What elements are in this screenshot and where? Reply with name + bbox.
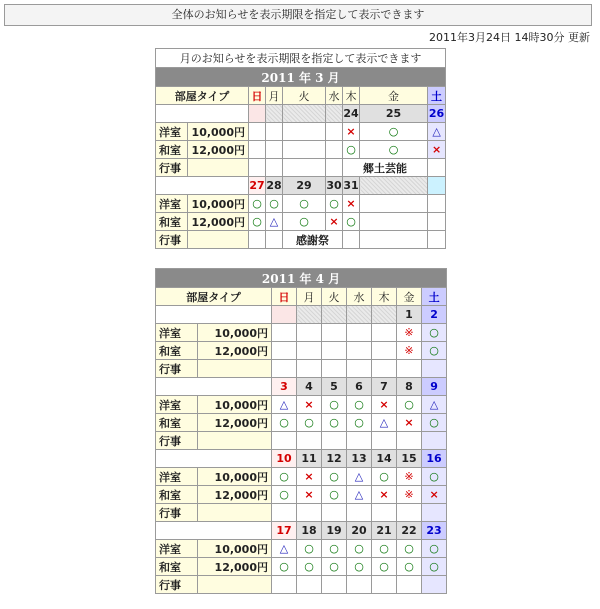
date-cell: 12 bbox=[322, 450, 347, 468]
availability-cell[interactable]: △ bbox=[372, 414, 397, 432]
availability-cell[interactable]: × bbox=[372, 396, 397, 414]
room-label: 洋室 bbox=[156, 540, 198, 558]
date-cell: 16 bbox=[422, 450, 447, 468]
availability-cell[interactable] bbox=[372, 342, 397, 360]
availability-cell[interactable]: ※ bbox=[397, 324, 422, 342]
availability-cell[interactable]: ○ bbox=[297, 558, 322, 576]
availability-cell[interactable]: ○ bbox=[422, 342, 447, 360]
room-price: 10,000円 bbox=[198, 396, 272, 414]
date-empty bbox=[326, 105, 343, 123]
availability-cell[interactable] bbox=[326, 141, 343, 159]
room-price: 12,000円 bbox=[188, 213, 249, 231]
date-cell: 24 bbox=[343, 105, 360, 123]
room-label: 和室 bbox=[156, 414, 198, 432]
date-empty bbox=[360, 177, 428, 195]
availability-cell[interactable]: × bbox=[297, 486, 322, 504]
date-cell: 21 bbox=[372, 522, 397, 540]
date-cell: 28 bbox=[266, 177, 283, 195]
room-row-japanese bbox=[156, 486, 447, 504]
date-cell: 11 bbox=[297, 450, 322, 468]
availability-cell[interactable]: ○ bbox=[322, 468, 347, 486]
availability-cell[interactable]: ○ bbox=[272, 486, 297, 504]
room-type-header: 部屋タイプ bbox=[156, 288, 272, 306]
room-label: 洋室 bbox=[156, 123, 188, 141]
room-price: 10,000円 bbox=[198, 468, 272, 486]
room-price: 12,000円 bbox=[198, 486, 272, 504]
date-cell: 10 bbox=[272, 450, 297, 468]
availability-cell[interactable]: × bbox=[397, 414, 422, 432]
last-updated: 2011年3月24日 14時30分 更新 bbox=[429, 31, 590, 44]
event-label: 行事 bbox=[156, 159, 188, 177]
date-empty bbox=[428, 177, 446, 195]
availability-cell[interactable]: ○ bbox=[297, 414, 322, 432]
date-empty bbox=[283, 105, 326, 123]
event-row bbox=[156, 159, 446, 177]
weekday-thu: 木 bbox=[372, 288, 397, 306]
availability-cell[interactable] bbox=[372, 324, 397, 342]
event-row bbox=[156, 432, 447, 450]
availability-cell[interactable] bbox=[266, 123, 283, 141]
availability-cell[interactable]: ○ bbox=[249, 213, 266, 231]
weekday-row bbox=[156, 288, 447, 306]
date-empty bbox=[347, 306, 372, 324]
date-cell: 19 bbox=[322, 522, 347, 540]
weekday-sat: 土 bbox=[428, 87, 446, 105]
date-cell: 14 bbox=[372, 450, 397, 468]
availability-cell[interactable]: ○ bbox=[272, 414, 297, 432]
availability-cell[interactable] bbox=[428, 213, 446, 231]
availability-cell[interactable] bbox=[360, 213, 428, 231]
availability-cell[interactable]: ○ bbox=[322, 540, 347, 558]
availability-cell[interactable]: × bbox=[297, 396, 322, 414]
availability-cell[interactable]: △ bbox=[428, 123, 446, 141]
date-cell: 2 bbox=[422, 306, 447, 324]
weekday-fri: 金 bbox=[360, 87, 428, 105]
availability-cell[interactable]: ○ bbox=[322, 486, 347, 504]
availability-cell[interactable]: ○ bbox=[372, 468, 397, 486]
room-row-western bbox=[156, 468, 447, 486]
date-row bbox=[156, 450, 447, 468]
availability-cell[interactable]: ○ bbox=[322, 414, 347, 432]
availability-cell[interactable] bbox=[322, 324, 347, 342]
availability-cell[interactable]: △ bbox=[347, 486, 372, 504]
availability-cell[interactable]: × bbox=[343, 195, 360, 213]
availability-cell[interactable]: ○ bbox=[347, 558, 372, 576]
weekday-sun: 日 bbox=[249, 87, 266, 105]
room-row-western bbox=[156, 324, 447, 342]
weekday-tue: 火 bbox=[283, 87, 326, 105]
availability-cell[interactable]: ○ bbox=[249, 195, 266, 213]
month-notice: 月のお知らせを表示期限を指定して表示できます bbox=[156, 49, 446, 68]
availability-cell[interactable] bbox=[428, 195, 446, 213]
availability-cell[interactable]: ○ bbox=[266, 195, 283, 213]
event-label: 行事 bbox=[156, 576, 198, 594]
date-cell: 25 bbox=[360, 105, 428, 123]
availability-cell[interactable]: ○ bbox=[372, 540, 397, 558]
date-cell: 4 bbox=[297, 378, 322, 396]
availability-cell[interactable]: △ bbox=[266, 213, 283, 231]
date-row bbox=[156, 522, 447, 540]
availability-cell[interactable] bbox=[297, 342, 322, 360]
room-row-japanese bbox=[156, 213, 446, 231]
room-row-western bbox=[156, 540, 447, 558]
room-price: 10,000円 bbox=[188, 195, 249, 213]
date-row-label bbox=[156, 522, 272, 540]
availability-cell[interactable]: × bbox=[297, 468, 322, 486]
date-row-label bbox=[156, 378, 272, 396]
availability-cell[interactable]: △ bbox=[272, 540, 297, 558]
room-row-japanese bbox=[156, 414, 447, 432]
weekday-sat: 土 bbox=[422, 288, 447, 306]
availability-cell[interactable]: × bbox=[326, 213, 343, 231]
date-cell: 18 bbox=[297, 522, 322, 540]
availability-cell[interactable]: ○ bbox=[422, 468, 447, 486]
availability-cell[interactable]: × bbox=[372, 486, 397, 504]
date-empty bbox=[372, 306, 397, 324]
event-row bbox=[156, 231, 446, 249]
calendar-march bbox=[155, 48, 446, 249]
room-price: 12,000円 bbox=[198, 342, 272, 360]
availability-cell[interactable] bbox=[249, 123, 266, 141]
global-notice-banner: 全体のお知らせを表示期限を指定して表示できます bbox=[4, 4, 592, 26]
room-label: 和室 bbox=[156, 486, 198, 504]
availability-cell[interactable]: ○ bbox=[343, 213, 360, 231]
date-row bbox=[156, 105, 446, 123]
availability-cell[interactable]: × bbox=[428, 141, 446, 159]
event-label: 行事 bbox=[156, 360, 198, 378]
event-row bbox=[156, 576, 447, 594]
room-row-japanese bbox=[156, 141, 446, 159]
availability-cell[interactable] bbox=[347, 324, 372, 342]
date-cell: 29 bbox=[283, 177, 326, 195]
date-cell: 9 bbox=[422, 378, 447, 396]
room-price: 12,000円 bbox=[198, 414, 272, 432]
room-row-western bbox=[156, 396, 447, 414]
availability-cell[interactable]: ○ bbox=[397, 396, 422, 414]
availability-cell[interactable]: △ bbox=[347, 468, 372, 486]
availability-cell[interactable]: ※ bbox=[397, 486, 422, 504]
availability-cell[interactable] bbox=[360, 195, 428, 213]
date-cell: 30 bbox=[326, 177, 343, 195]
availability-cell[interactable]: ○ bbox=[422, 414, 447, 432]
room-price: 10,000円 bbox=[188, 123, 249, 141]
date-cell: 20 bbox=[347, 522, 372, 540]
availability-cell[interactable]: ○ bbox=[322, 558, 347, 576]
availability-cell[interactable]: ○ bbox=[343, 141, 360, 159]
availability-cell[interactable]: ○ bbox=[283, 213, 326, 231]
availability-cell[interactable] bbox=[249, 141, 266, 159]
availability-cell[interactable]: ○ bbox=[272, 468, 297, 486]
month-header: 2011 年 3 月 bbox=[156, 68, 446, 87]
availability-cell[interactable]: ※ bbox=[397, 468, 422, 486]
event-name: 郷土芸能 bbox=[343, 159, 428, 177]
availability-cell[interactable]: ○ bbox=[322, 396, 347, 414]
room-price: 10,000円 bbox=[198, 540, 272, 558]
availability-cell[interactable] bbox=[297, 324, 322, 342]
room-label: 洋室 bbox=[156, 324, 198, 342]
date-cell: 15 bbox=[397, 450, 422, 468]
date-cell: 8 bbox=[397, 378, 422, 396]
availability-cell[interactable] bbox=[272, 324, 297, 342]
date-cell: 7 bbox=[372, 378, 397, 396]
room-label: 洋室 bbox=[156, 396, 198, 414]
availability-cell[interactable]: ○ bbox=[347, 396, 372, 414]
availability-cell[interactable]: ○ bbox=[360, 141, 428, 159]
date-empty bbox=[322, 306, 347, 324]
room-row-japanese bbox=[156, 342, 447, 360]
month-header: 2011 年 4 月 bbox=[156, 269, 447, 288]
room-row-japanese bbox=[156, 558, 447, 576]
availability-cell[interactable] bbox=[283, 123, 326, 141]
event-label: 行事 bbox=[156, 504, 198, 522]
date-row-label bbox=[156, 105, 249, 123]
availability-cell[interactable] bbox=[326, 123, 343, 141]
availability-cell[interactable]: ○ bbox=[297, 540, 322, 558]
date-cell: 26 bbox=[428, 105, 446, 123]
date-cell: 22 bbox=[397, 522, 422, 540]
room-label: 和室 bbox=[156, 213, 188, 231]
room-price: 10,000円 bbox=[198, 324, 272, 342]
date-row bbox=[156, 306, 447, 324]
room-label: 洋室 bbox=[156, 468, 198, 486]
date-row-label bbox=[156, 450, 272, 468]
weekday-thu: 木 bbox=[343, 87, 360, 105]
event-label: 行事 bbox=[156, 231, 188, 249]
availability-cell[interactable]: ○ bbox=[326, 195, 343, 213]
room-label: 和室 bbox=[156, 141, 188, 159]
availability-cell[interactable]: ○ bbox=[397, 558, 422, 576]
date-cell: 5 bbox=[322, 378, 347, 396]
date-row-label bbox=[156, 306, 272, 324]
date-cell: 23 bbox=[422, 522, 447, 540]
date-row bbox=[156, 177, 446, 195]
event-name: 感謝祭 bbox=[283, 231, 343, 249]
weekday-sun: 日 bbox=[272, 288, 297, 306]
date-cell: 31 bbox=[343, 177, 360, 195]
room-label: 洋室 bbox=[156, 195, 188, 213]
room-type-header: 部屋タイプ bbox=[156, 87, 249, 105]
availability-cell[interactable]: ○ bbox=[372, 558, 397, 576]
availability-cell[interactable]: ○ bbox=[272, 558, 297, 576]
availability-cell[interactable]: ○ bbox=[283, 195, 326, 213]
date-empty bbox=[297, 306, 322, 324]
room-price: 12,000円 bbox=[188, 141, 249, 159]
weekday-wed: 水 bbox=[347, 288, 372, 306]
availability-cell[interactable]: ※ bbox=[397, 342, 422, 360]
availability-cell[interactable] bbox=[322, 342, 347, 360]
calendar-april bbox=[155, 268, 447, 594]
date-row-label bbox=[156, 177, 249, 195]
date-cell: 6 bbox=[347, 378, 372, 396]
date-cell: 1 bbox=[397, 306, 422, 324]
weekday-fri: 金 bbox=[397, 288, 422, 306]
room-price: 12,000円 bbox=[198, 558, 272, 576]
availability-cell[interactable]: ○ bbox=[347, 414, 372, 432]
event-row bbox=[156, 360, 447, 378]
availability-cell[interactable] bbox=[347, 342, 372, 360]
availability-cell[interactable]: ○ bbox=[347, 540, 372, 558]
availability-cell[interactable]: ○ bbox=[360, 123, 428, 141]
room-label: 和室 bbox=[156, 558, 198, 576]
date-empty bbox=[249, 105, 266, 123]
availability-cell[interactable]: △ bbox=[422, 396, 447, 414]
room-label: 和室 bbox=[156, 342, 198, 360]
availability-cell[interactable] bbox=[266, 141, 283, 159]
availability-cell[interactable]: ○ bbox=[397, 540, 422, 558]
availability-cell[interactable]: ○ bbox=[422, 324, 447, 342]
room-row-western bbox=[156, 195, 446, 213]
date-empty bbox=[266, 105, 283, 123]
date-cell: 3 bbox=[272, 378, 297, 396]
availability-cell[interactable]: ○ bbox=[422, 558, 447, 576]
availability-cell[interactable] bbox=[283, 141, 326, 159]
weekday-mon: 月 bbox=[297, 288, 322, 306]
date-cell: 13 bbox=[347, 450, 372, 468]
date-row bbox=[156, 378, 447, 396]
weekday-tue: 火 bbox=[322, 288, 347, 306]
weekday-row bbox=[156, 87, 446, 105]
availability-cell[interactable]: × bbox=[422, 486, 447, 504]
availability-cell[interactable]: ○ bbox=[422, 540, 447, 558]
event-label: 行事 bbox=[156, 432, 198, 450]
date-cell: 27 bbox=[249, 177, 266, 195]
availability-cell[interactable]: × bbox=[343, 123, 360, 141]
weekday-wed: 水 bbox=[326, 87, 343, 105]
availability-cell[interactable]: △ bbox=[272, 396, 297, 414]
date-cell: 17 bbox=[272, 522, 297, 540]
date-empty bbox=[272, 306, 297, 324]
weekday-mon: 月 bbox=[266, 87, 283, 105]
availability-cell[interactable] bbox=[272, 342, 297, 360]
room-row-western bbox=[156, 123, 446, 141]
event-row bbox=[156, 504, 447, 522]
